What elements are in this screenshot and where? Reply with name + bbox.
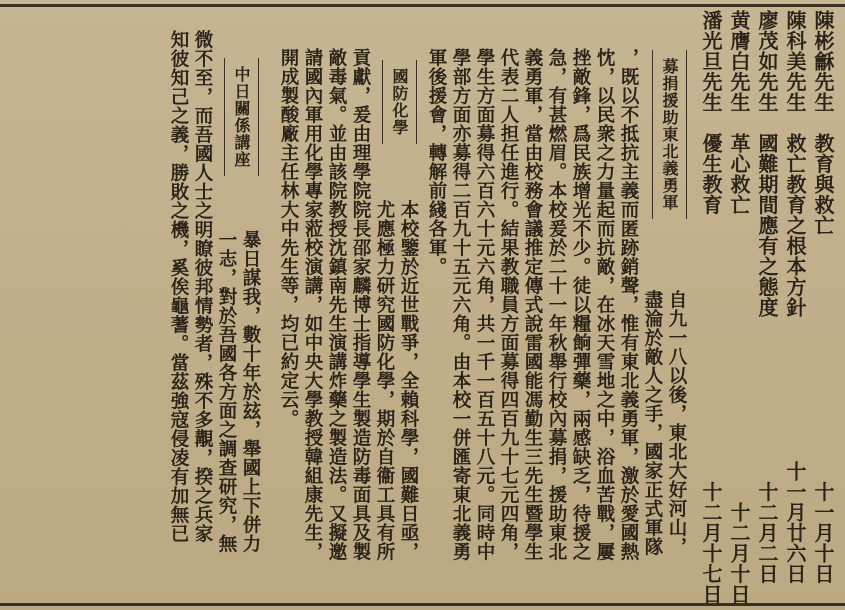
- donation-text-3: ，既以不抵抗主義而匿跡銷聲，惟有東北義勇軍，激於愛國熱: [618, 48, 639, 561]
- chemistry-text-6: 開成製酸廠主任林大中先生等，均已約定云。: [278, 48, 299, 428]
- donation-text-10: 學部方面亦募得二百九十五元六角。由本校一併匯寄東北義勇: [450, 48, 471, 561]
- donation-text-5: 挫敵鋒，爲民族增光不少。徒以糧餉彈藥，兩感缺乏，待援之: [570, 48, 591, 561]
- top-rule: [0, 4, 845, 7]
- chemistry-text-1: 本校鑒於近世戰爭，全賴科學，國難日亟，: [398, 200, 419, 561]
- lecture-section-title: 中日關係講座: [224, 58, 259, 176]
- chemistry-text-4: 敵毒氣。並由該院教授沈鎮南先生演講炸藥之製造法。又擬邀: [326, 48, 347, 561]
- relations-text-4: 知彼知己之義，勝敗之機，奚俟龜蓍。當茲強寇侵凌有加無已: [168, 30, 189, 543]
- donation-text-11: 軍後援會，轉解前綫各軍。: [426, 48, 447, 276]
- donation-text-4: 忱，以民衆之力量起而抗敵，在冰天雪地之中，浴血苦戰，屢: [594, 48, 615, 561]
- chemistry-text-5: 請國內軍用化學專家蒞校演講，如中央大學教授韓組康先生，: [302, 48, 323, 561]
- relations-text-2: 一志，對於吾國各方面之調查研究，無: [216, 230, 237, 553]
- lecture-row-2: 陳科美先生 救亡教育之根本方針 十一月廿六日: [783, 10, 807, 584]
- lecture-row-5: 潘光旦先生 優生教育 十二月十七日: [699, 10, 723, 605]
- lecture-row-4: 黄膺白先生 革心救亡 十二月十日: [727, 10, 751, 605]
- donation-text-7: 義勇軍，當由校務會議推定傳式說雷國能馮勤生三先生暨學生: [522, 48, 543, 561]
- lecture-row-1: 陳彬龢先生 教育與救亡 十一月十日: [811, 10, 835, 584]
- donation-text-1: 自九一八以後，東北大好河山，: [666, 290, 687, 556]
- chemistry-text-3: 貢獻，爰由理學院院長邵家麟博士指導學生製造防毒面具及製: [350, 48, 371, 561]
- chemistry-text-2: 尤應極力研究國防化學，期於自衞工具有所: [374, 200, 395, 561]
- relations-text-1: 暴日謀我，數十年於玆，舉國上下併力: [240, 230, 261, 553]
- donation-text-6: 急，有甚燃眉。本校爰於二十一年秋舉行校內募捐，援助東北: [546, 48, 567, 561]
- lecture-row-3: 廖茂如先生 國難期間應有之態度 十二月二日: [755, 10, 779, 584]
- donation-text-9: 學生方面募得六百六十元六角，共一千一百五十八元。同時中: [474, 48, 495, 561]
- donation-text-2: 盡淪於敵人之手，國家正式軍隊: [642, 290, 663, 556]
- donation-text-8: 代表二人担任進行。結果教職員方面募得四百九十七元四角，: [498, 48, 519, 561]
- relations-text-3: 微不至，而吾國人士之明瞭彼邦情勢者，殊不多覯，揆之兵家: [192, 30, 213, 543]
- donation-section-title: 募捐援助東北義勇軍: [652, 50, 687, 219]
- chemistry-section-title: 國防化學: [382, 60, 417, 144]
